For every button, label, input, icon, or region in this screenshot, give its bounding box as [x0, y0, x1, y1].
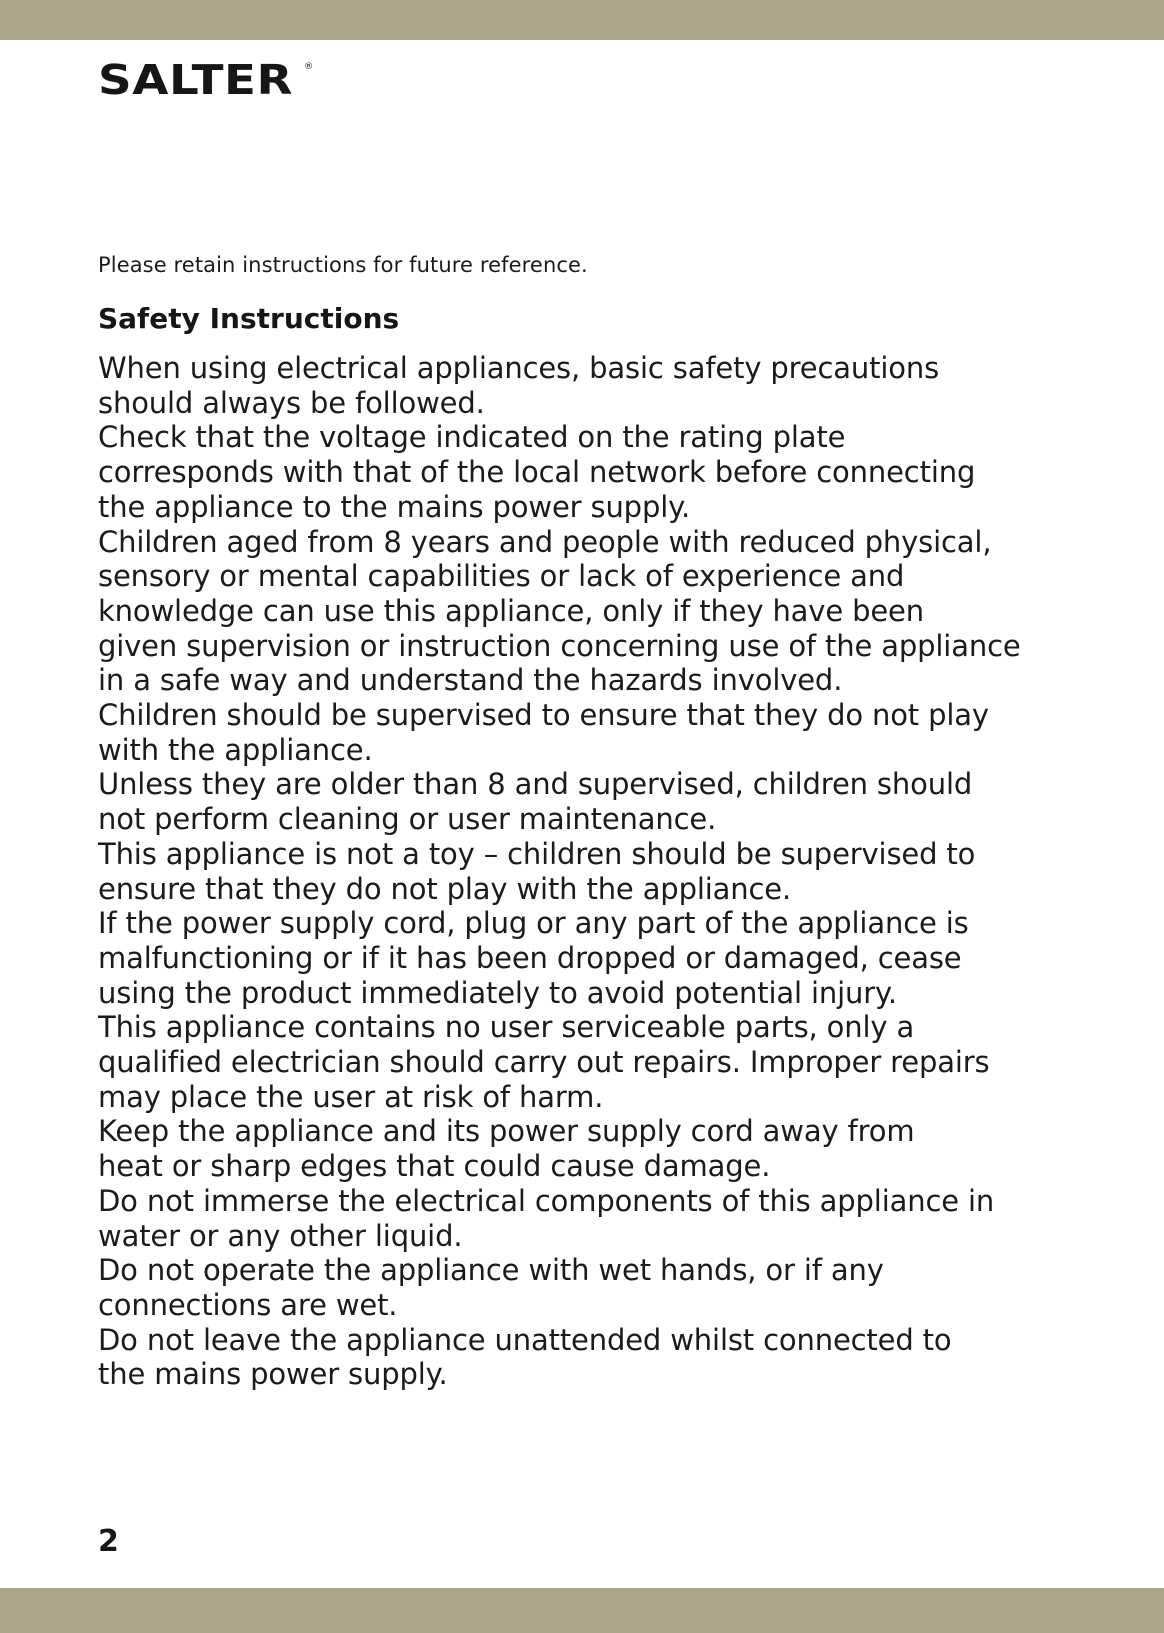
safety-instructions-body: [98, 351, 1098, 1392]
safety-instruction-paragraph: [98, 837, 1098, 906]
instruction-line: with the appliance.: [98, 732, 373, 767]
instruction-line: Children aged from 8 years and people with reduced physical,: [98, 524, 992, 559]
instruction-line: malfunctioning or if it has been dropped or damaged, cease: [98, 940, 962, 975]
instruction-line: not perform cleaning or user maintenance.: [98, 802, 717, 837]
bottom-color-band: [0, 1588, 1164, 1633]
instruction-line: qualified electrician should carry out repairs. Improper repairs: [98, 1045, 990, 1080]
instruction-line: Check that the voltage indicated on the rating plate: [98, 420, 846, 455]
instruction-line: using the product immediately to avoid potential injury.: [98, 975, 897, 1010]
safety-instruction-paragraph: [98, 1323, 1098, 1392]
instruction-line: Children should be supervised to ensure that they do not play: [98, 698, 989, 733]
instruction-line: heat or sharp edges that could cause damage.: [98, 1149, 771, 1184]
instruction-line: should always be followed.: [98, 385, 485, 420]
instruction-line: This appliance contains no user serviceable parts, only a: [98, 1010, 915, 1045]
safety-instruction-paragraph: [98, 525, 1098, 699]
instruction-line: connections are wet.: [98, 1287, 398, 1322]
instruction-line: This appliance is not a toy – children should be supervised to: [98, 836, 976, 871]
safety-instruction-paragraph: [98, 1253, 1098, 1322]
instruction-line: sensory or mental capabilities or lack of experience and: [98, 559, 905, 594]
page-number: 2: [98, 1524, 119, 1559]
instruction-line: knowledge can use this appliance, only if they have been: [98, 593, 924, 628]
safety-instruction-paragraph: [98, 767, 1098, 836]
retain-instructions-note: Please retain instructions for future reference.: [98, 253, 588, 277]
brand-logo: [98, 55, 313, 105]
instruction-line: When using electrical appliances, basic safety precautions: [98, 351, 940, 385]
instruction-line: given supervision or instruction concerning use of the appliance: [98, 628, 1021, 663]
instruction-line: Unless they are older than 8 and supervised, children should: [98, 767, 973, 802]
top-color-band: [0, 0, 1164, 40]
instruction-line: corresponds with that of the local network before connecting: [98, 455, 976, 490]
instruction-line: may place the user at risk of harm.: [98, 1079, 604, 1114]
brand-wordmark: SALTER: [98, 56, 294, 104]
instruction-line: If the power supply cord, plug or any part of the appliance is: [98, 906, 969, 941]
safety-instruction-paragraph: [98, 351, 1098, 420]
instruction-line: the mains power supply.: [98, 1357, 448, 1392]
instruction-line: Do not immerse the electrical components of this appliance in: [98, 1183, 995, 1218]
instruction-line: Do not operate the appliance with wet hands, or if any: [98, 1253, 884, 1288]
instruction-line: water or any other liquid.: [98, 1218, 463, 1253]
instruction-line: ensure that they do not play with the appliance.: [98, 871, 792, 906]
instruction-line: the appliance to the mains power supply.: [98, 489, 691, 524]
safety-instruction-paragraph: [98, 1010, 1098, 1114]
section-heading: Safety Instructions: [98, 302, 400, 335]
safety-instruction-paragraph: [98, 420, 1098, 524]
instruction-line: in a safe way and understand the hazards involved.: [98, 663, 843, 698]
safety-instruction-paragraph: [98, 1114, 1098, 1183]
safety-instruction-paragraph: [98, 1184, 1098, 1253]
instruction-line: Keep the appliance and its power supply cord away from: [98, 1114, 915, 1149]
safety-instruction-paragraph: [98, 698, 1098, 767]
registered-trademark-mark: ®: [304, 62, 314, 72]
instruction-line: Do not leave the appliance unattended whilst connected to: [98, 1322, 952, 1357]
safety-instruction-paragraph: [98, 906, 1098, 1010]
